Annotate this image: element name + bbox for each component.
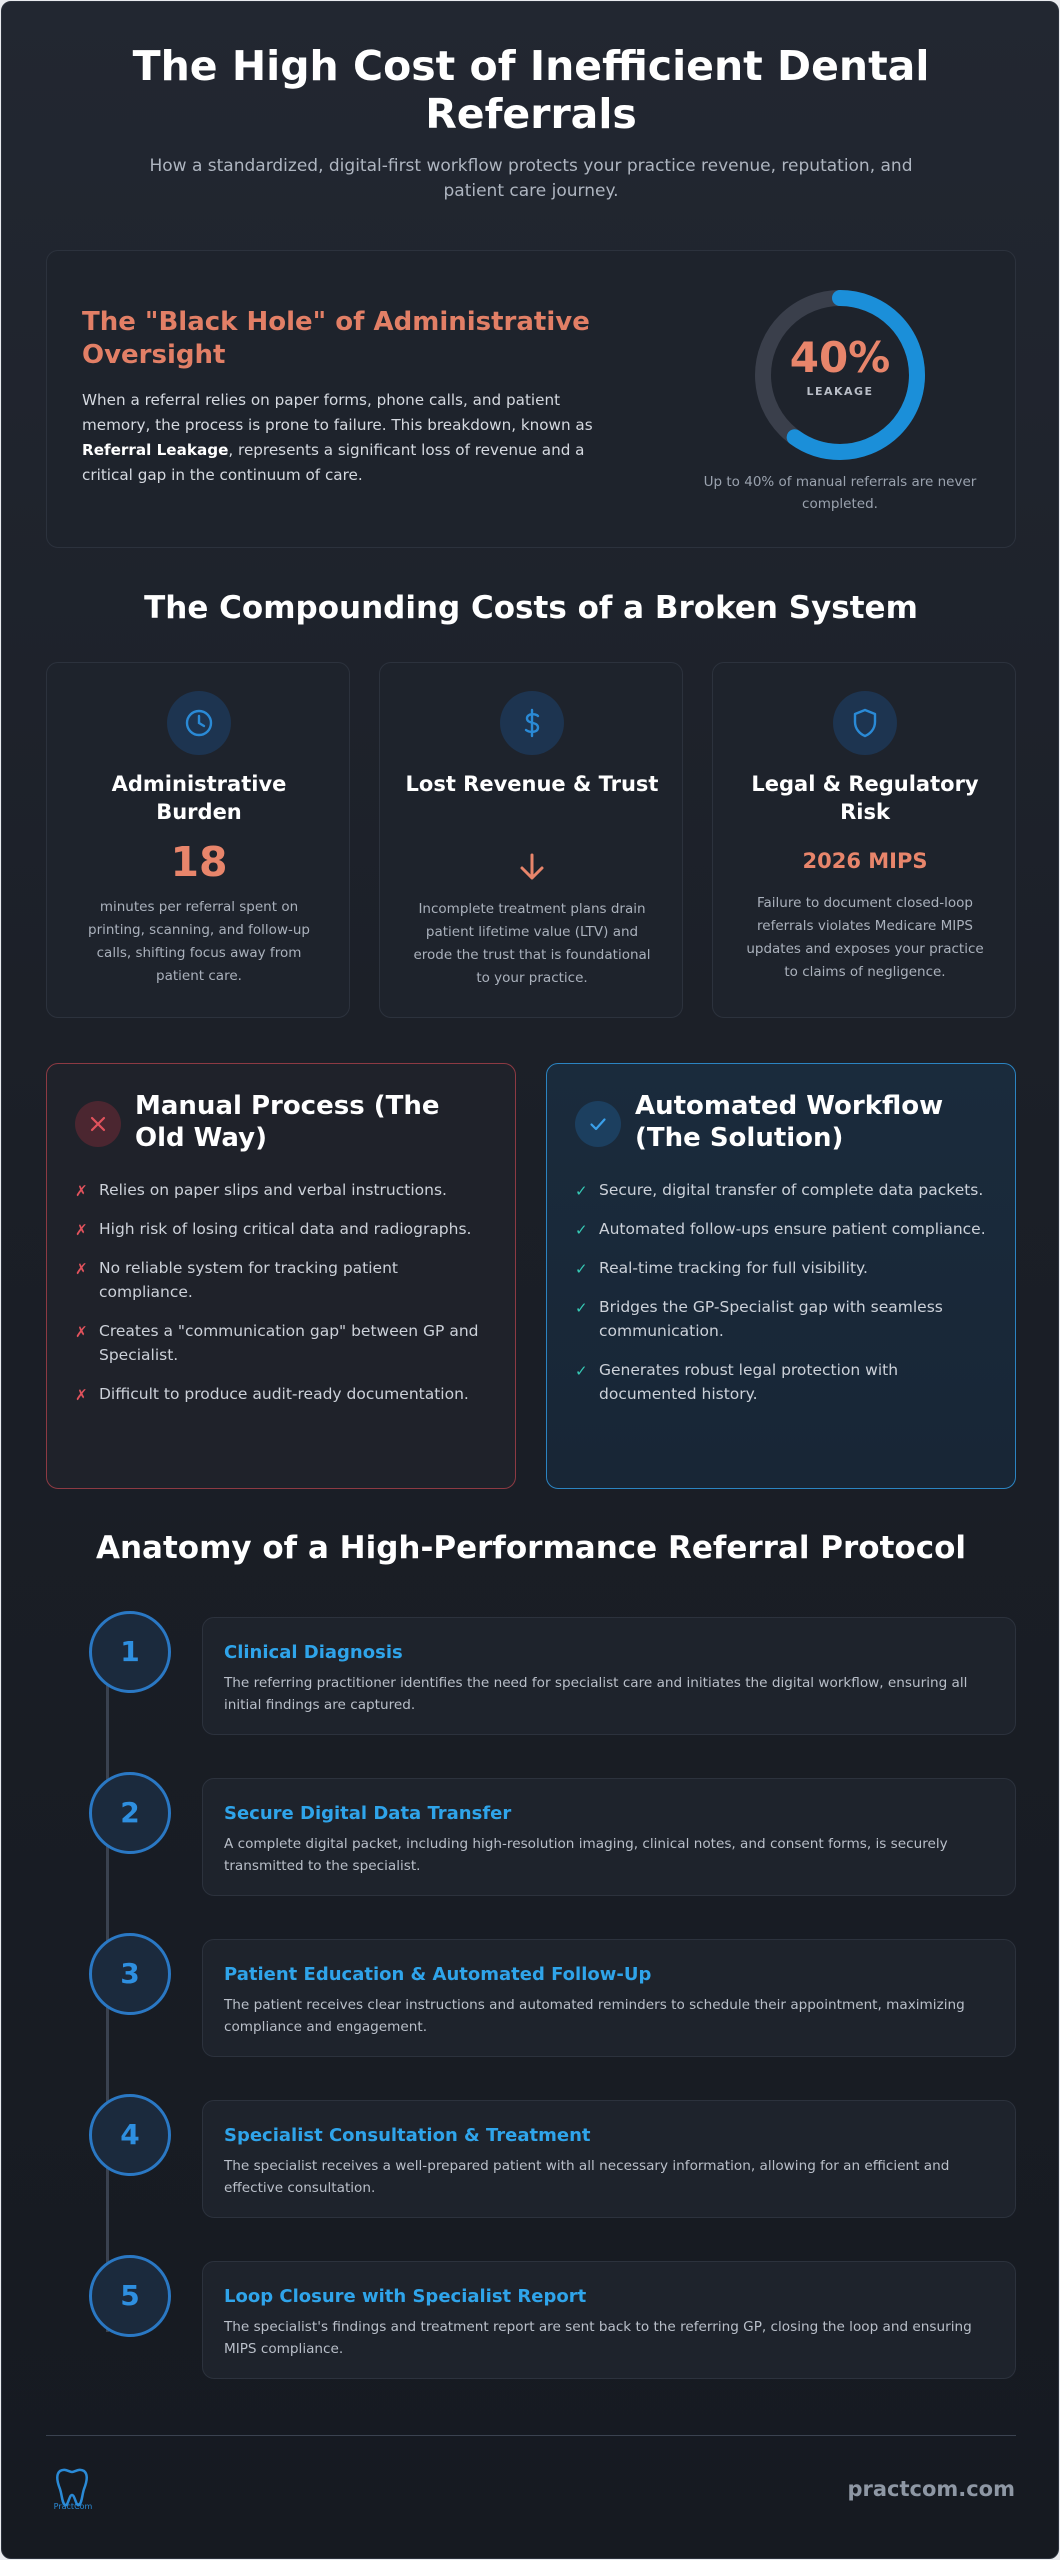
cost-card-desc: minutes per referral spent on printing, scanning, and follow-up calls, shifting focus away from patient care. (88, 899, 310, 984)
list-item: ✓ Automated follow-ups ensure patient compliance. (575, 1217, 995, 1241)
step-number: 2 (89, 1772, 171, 1854)
arrow-down-icon (518, 853, 546, 881)
check-mark-icon: ✓ (575, 1221, 588, 1239)
cost-card-title: Administrative Burden (111, 772, 287, 824)
x-icon (75, 1101, 121, 1147)
step-card (202, 1778, 1016, 1896)
cost-card-title: Lost Revenue & Trust (405, 772, 659, 796)
check-mark-icon: ✓ (575, 1182, 588, 1200)
check-mark-icon: ✓ (575, 1299, 588, 1317)
shield-icon (833, 691, 897, 755)
list-item: ✗ Creates a "communication gap" between GP and Specialist. (75, 1322, 479, 1364)
cross-mark-icon: ✗ (75, 1386, 88, 1404)
body-text-bold: Referral Leakage (82, 441, 229, 459)
list-item: ✓ Generates robust legal protection with documented history. (575, 1361, 899, 1403)
leakage-label: LEAKAGE (806, 385, 874, 398)
cross-mark-icon: ✗ (75, 1323, 88, 1341)
step-desc: The patient receives clear instructions and automated reminders to schedule their appointment, maximizing compliance and engagement. (224, 1997, 965, 2035)
list-item: ✓ Real-time tracking for full visibility. (575, 1256, 995, 1280)
manual-process-list (75, 1178, 495, 1421)
manual-process-card (46, 1063, 516, 1489)
black-hole-title: The "Black Hole" of Administrative Oversight (82, 307, 590, 370)
step-number: 1 (89, 1611, 171, 1693)
leakage-caption: Up to 40% of manual referrals are never completed. (703, 474, 977, 512)
manual-process-title: Manual Process (The Old Way) (135, 1091, 440, 1153)
automated-workflow-list (575, 1178, 995, 1421)
step-card (202, 1617, 1016, 1735)
dollar-icon (500, 691, 564, 755)
list-item: ✗ Difficult to produce audit-ready documentation. (75, 1382, 495, 1406)
cost-card-legal (712, 662, 1016, 1018)
black-hole-body (82, 388, 622, 488)
step-title: Secure Digital Data Transfer (224, 1803, 512, 1824)
step-number: 3 (89, 1933, 171, 2015)
step-desc: The specialist receives a well-prepared patient with all necessary information, allowing for an efficient and effective consultation. (224, 2158, 950, 2196)
list-item: ✓ Bridges the GP-Specialist gap with seamless communication. (575, 1298, 943, 1340)
footer-divider (46, 2435, 1016, 2436)
body-text-pre: When a referral relies on paper forms, phone calls, and patient memory, the process is prone to failure. This breakdown, known as (82, 391, 593, 434)
list-item: ✗ Relies on paper slips and verbal instructions. (75, 1178, 495, 1202)
step-title: Loop Closure with Specialist Report (224, 2286, 587, 2307)
cross-mark-icon: ✗ (75, 1182, 88, 1200)
cost-card-desc: Failure to document closed-loop referrals violates Medicare MIPS updates and exposes your practice to claims of negligence. (746, 895, 984, 980)
infographic (1, 1, 1059, 2559)
step-card (202, 1939, 1016, 2057)
header (2, 42, 1059, 204)
admin-minutes-metric: 18 (170, 838, 228, 886)
step-number: 4 (89, 2094, 171, 2176)
body-text-post: , represents a significant loss of revenue and a critical gap in the continuum of care. (82, 441, 585, 484)
step-desc: The referring practitioner identifies the need for specialist care and initiates the digital workflow, ensuring all initial findings are captured. (224, 1675, 968, 1713)
check-mark-icon: ✓ (575, 1362, 588, 1380)
list-item: ✗ High risk of losing critical data and radiographs. (75, 1217, 495, 1241)
step-desc: A complete digital packet, including high-resolution imaging, clinical notes, and consent forms, is securely transmitted to the specialist. (224, 1836, 948, 1874)
step-card (202, 2100, 1016, 2218)
cost-card-revenue (379, 662, 683, 1018)
costs-section-title: The Compounding Costs of a Broken System (144, 590, 918, 626)
step-title: Patient Education & Automated Follow-Up (224, 1964, 652, 1985)
step-title: Clinical Diagnosis (224, 1642, 403, 1663)
cross-mark-icon: ✗ (75, 1221, 88, 1239)
cross-mark-icon: ✗ (75, 1260, 88, 1278)
page-subtitle: How a standardized, digital-first workflow protects your practice revenue, reputation, and patient care journey. (149, 156, 913, 201)
cost-card-title: Legal & Regulatory Risk (751, 772, 979, 824)
automated-workflow-title: Automated Workflow (The Solution) (635, 1091, 944, 1153)
mips-metric: 2026 MIPS (802, 849, 928, 873)
leakage-value: 40% (789, 333, 891, 382)
clock-icon (167, 691, 231, 755)
logo-text: PractCom (53, 2502, 93, 2511)
list-item: ✗ No reliable system for tracking patient compliance. (75, 1259, 398, 1301)
step-desc: The specialist's findings and treatment report are sent back to the referring GP, closing the loop and ensuring MIPS compliance. (224, 2319, 972, 2357)
site-link[interactable]: practcom.com (847, 2477, 1015, 2501)
protocol-section-title: Anatomy of a High-Performance Referral Protocol (95, 1530, 966, 1566)
step-title: Specialist Consultation & Treatment (224, 2125, 591, 2146)
list-item: ✓ Secure, digital transfer of complete data packets. (575, 1178, 995, 1202)
check-icon (575, 1101, 621, 1147)
cost-card-admin (46, 662, 350, 1018)
black-hole-card (46, 250, 1016, 548)
check-mark-icon: ✓ (575, 1260, 588, 1278)
step-card (202, 2261, 1016, 2379)
page-title: The High Cost of Inefficient Dental Referrals (132, 42, 930, 138)
cost-card-desc: Incomplete treatment plans drain patient lifetime value (LTV) and erode the trust that is foundational to your practice. (413, 901, 651, 986)
automated-workflow-card (546, 1063, 1016, 1489)
step-number: 5 (89, 2255, 171, 2337)
